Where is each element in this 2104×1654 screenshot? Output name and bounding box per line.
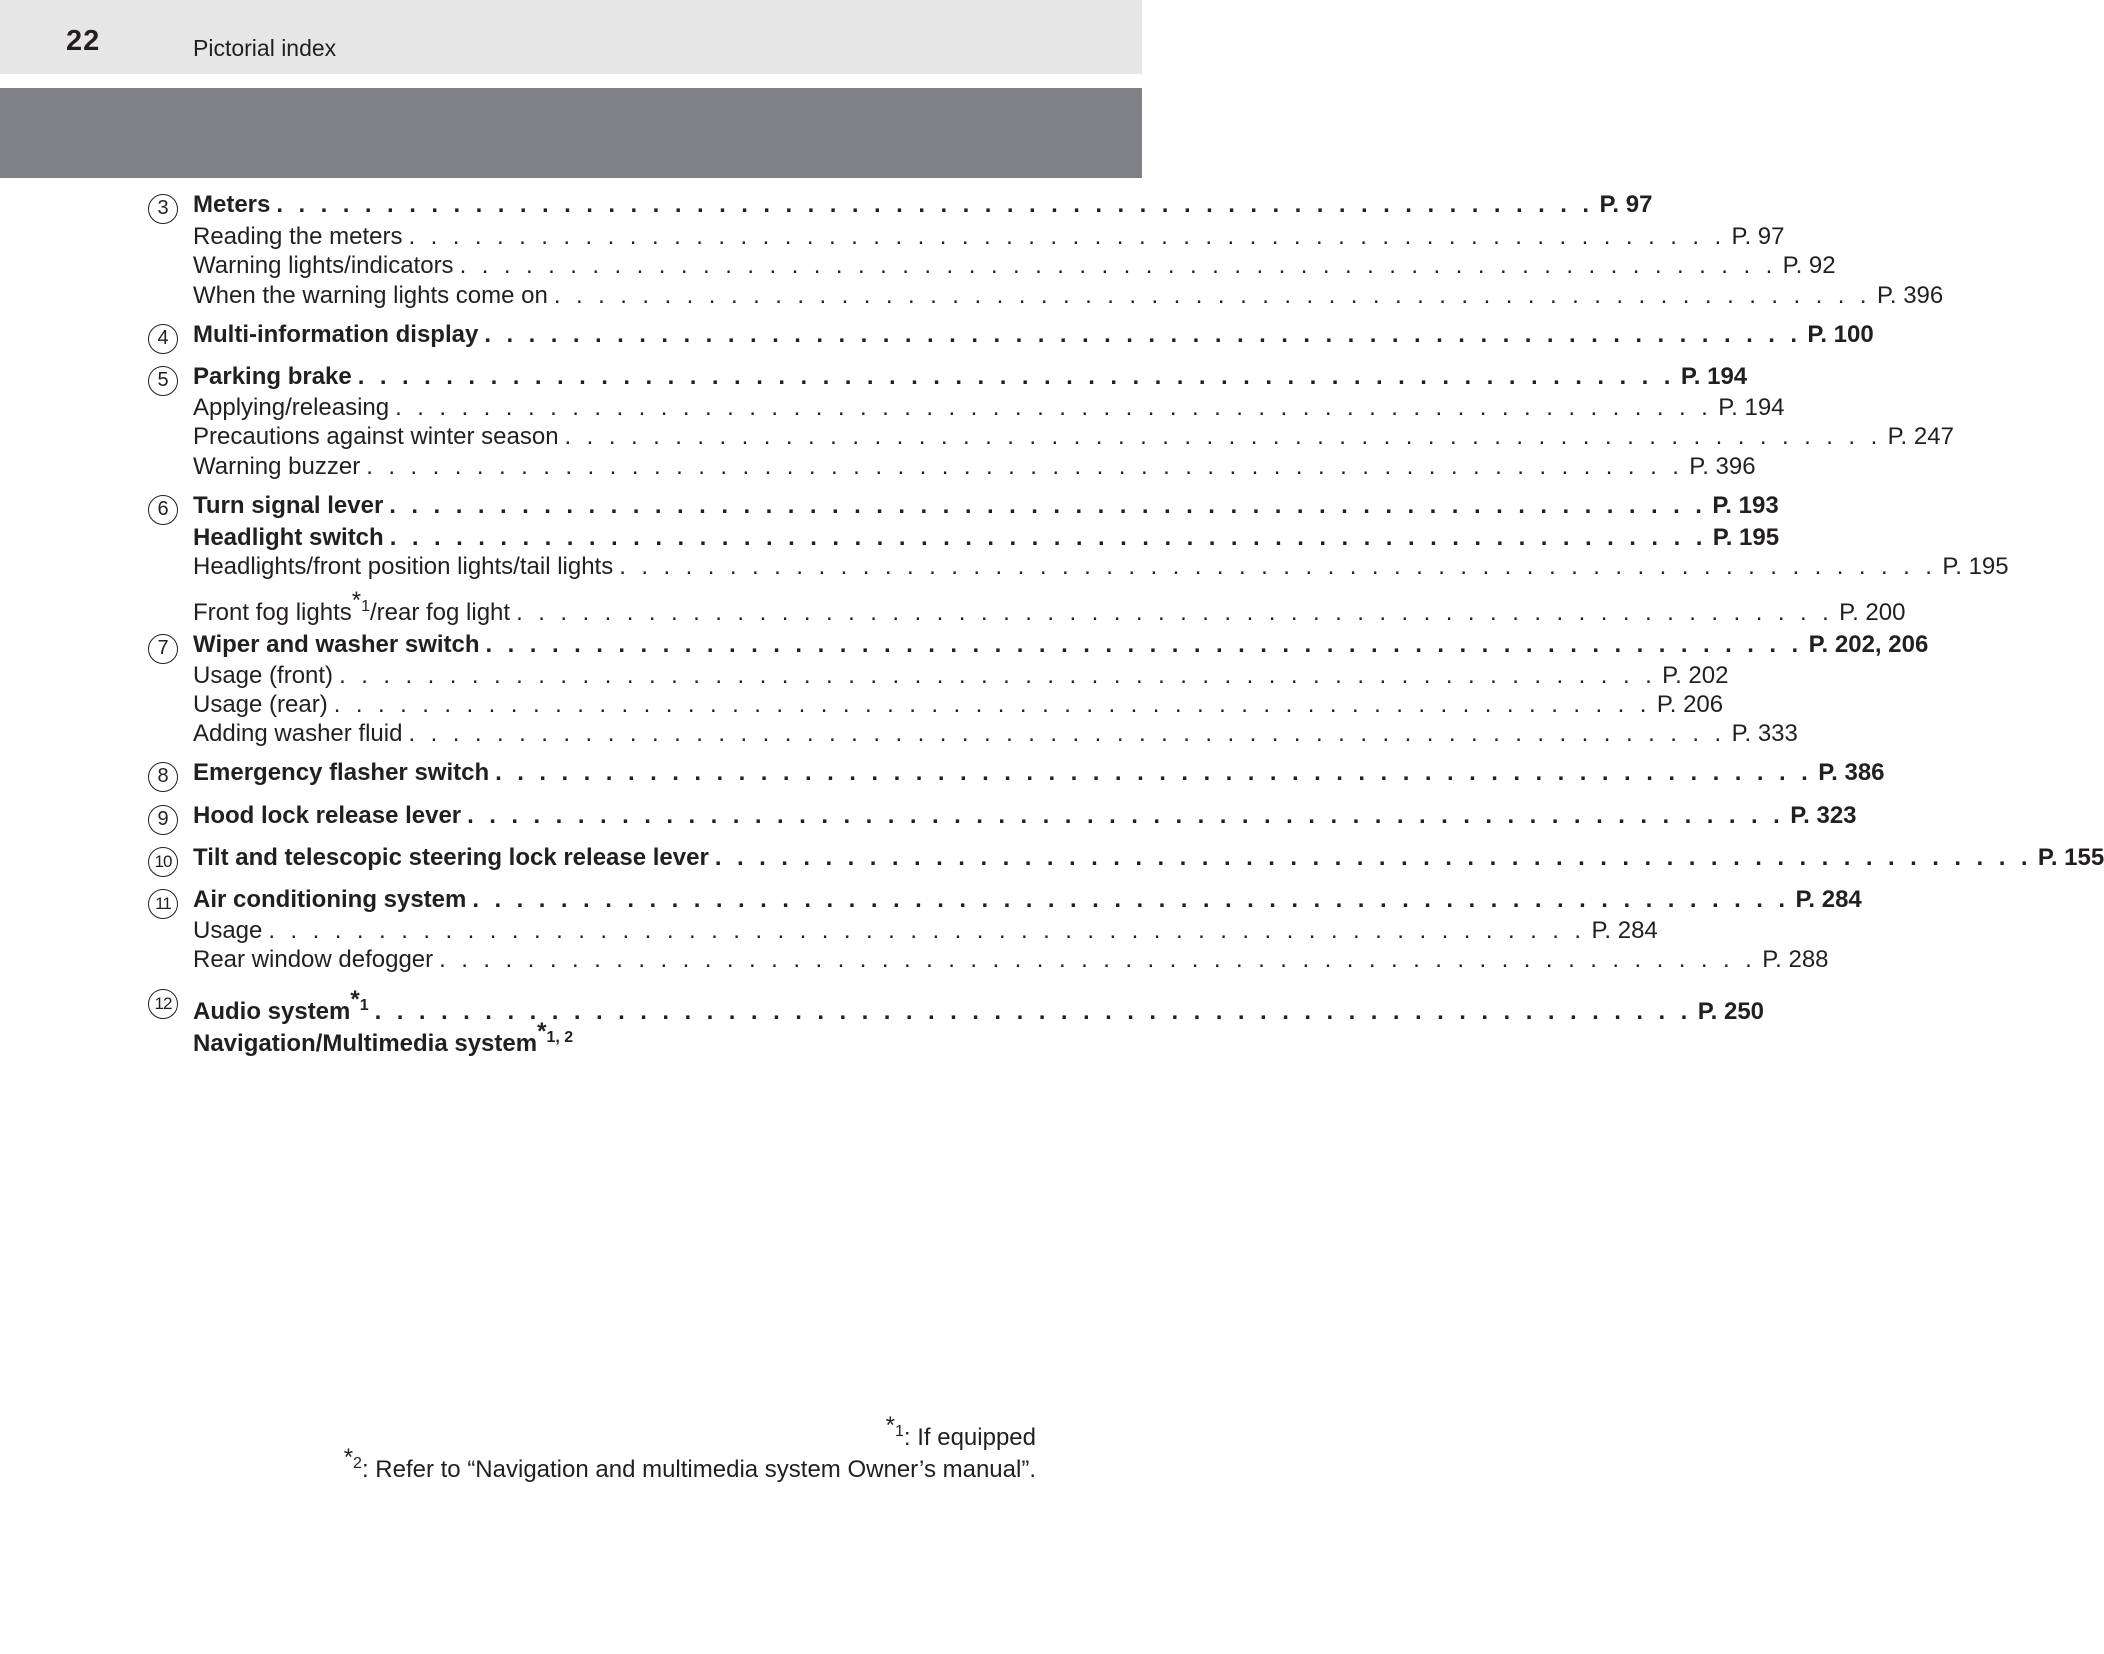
entry-label (193, 630, 480, 660)
entry-label (193, 843, 709, 873)
entry-label-text: Wiper and washer switch (193, 631, 480, 658)
index-subentry (193, 452, 1756, 482)
entry-label-text: Warning buzzer (193, 453, 361, 480)
entry-label (193, 719, 402, 749)
entry-label-text: Adding washer fluid (193, 720, 403, 747)
page-reference[interactable]: P. 97 (1599, 191, 1653, 218)
index-subentry (193, 422, 1954, 452)
entry-label-text: Precautions against winter season (193, 423, 559, 450)
item-number-marker: 8 (148, 762, 178, 792)
dot-leader: . . . . . . . . . . . . . . . . . . . . . . . . . . . . . . . . . . . . . . . . . . . . . . . . . . . . . . . . . . . . (408, 720, 1726, 747)
footnote-mark-number: 1 (894, 1423, 904, 1440)
page-reference[interactable]: P. 100 (1807, 321, 1874, 348)
footnote-reference: *1 (350, 986, 369, 1014)
entry-label (193, 393, 389, 423)
dot-leader: . . . . . . . . . . . . . . . . . . . . . . . . . . . . . . . . . . . . . . . . . . . . . . . . . . . . . . . . . . . . (714, 844, 2032, 871)
entry-label (193, 362, 352, 392)
index-subentry (193, 552, 2009, 582)
entry-label-text: Warning lights/indicators (193, 252, 454, 279)
dot-leader: . . . . . . . . . . . . . . . . . . . . . . . . . . . . . . . . . . . . . . . . . . . . . . . . . . . . . . . . . . . . (366, 453, 1684, 480)
entry-label-text: Front fog lights (193, 599, 352, 626)
dot-leader: . . . . . . . . . . . . . . . . . . . . . . . . . . . . . . . . . . . . . . . . . . . . . . . . . . . . . . . . . . . . (439, 946, 1757, 973)
page-reference[interactable]: P. 194 (1680, 363, 1748, 390)
entry-label (193, 190, 270, 220)
item-number-marker: 10 (148, 847, 178, 877)
item-number-marker: 12 (148, 989, 178, 1019)
dot-leader: . . . . . . . . . . . . . . . . . . . . . . . . . . . . . . . . . . . . . . . . . . . . . . . . . . . . . . . . . . . . (467, 802, 1785, 829)
index-subentry (193, 945, 1829, 975)
item-number-marker: 5 (148, 366, 178, 396)
footnote-mark-number: 2 (353, 1455, 362, 1472)
index-subentry (193, 719, 1798, 749)
page-number: 22 (66, 25, 101, 57)
index-entry (193, 1017, 990, 1059)
page-reference[interactable]: P. 195 (1942, 553, 2009, 580)
page-reference[interactable]: P. 323 (1790, 802, 1857, 829)
dot-leader: . . . . . . . . . . . . . . . . . . . . . . . . . . . . . . . . . . . . . . . . . . . . . . . . . . . . . . . . . . . . (357, 363, 1675, 390)
index-entry (193, 885, 1862, 915)
entry-label-text: Headlight switch (193, 524, 384, 551)
index-entry (193, 630, 1929, 660)
dot-leader: . . . . . . . . . . . . . . . . . . . . . . . . . . . . . . . . . . . . . . . . . . . . . . . . . . . . . . . . . . . . (619, 553, 1937, 580)
page-reference[interactable]: P. 97 (1731, 223, 1785, 250)
dot-leader: . . . . . . . . . . . . . . . . . . . . . . . . . . . . . . . . . . . . . . . . . . . . . . . . . . . . . . . . . . . . (495, 759, 1813, 786)
section-band (0, 88, 1142, 178)
entry-label-text: Navigation/Multimedia system (193, 1030, 538, 1057)
page-header (0, 0, 1142, 74)
footnote-mark: *2 (343, 1444, 362, 1472)
entry-label (193, 222, 402, 252)
footnote (344, 1444, 1036, 1484)
index-subentry (193, 916, 1658, 946)
page-reference[interactable]: P. 284 (1591, 917, 1658, 944)
dot-leader: . . . . . . . . . . . . . . . . . . . . . . . . . . . . . . . . . . . . . . . . . . . . . . . . . . . . . . . . . . . . (553, 282, 1871, 309)
entry-label (193, 422, 559, 452)
dot-leader: . . . . . . . . . . . . . . . . . . . . . . . . . . . . . . . . . . . . . . . . . . . . . . . . . . . . . . . . . . . . (389, 492, 1707, 519)
index-entry (193, 491, 1779, 521)
page-reference[interactable]: P. 288 (1762, 946, 1829, 973)
index-subentry (193, 586, 1906, 628)
entry-label-text: Usage (193, 917, 263, 944)
entry-label (193, 690, 328, 720)
index-subentry (193, 222, 1785, 252)
entry-label-text: Tilt and telescopic steering lock release lever (193, 844, 709, 871)
index-entry (193, 190, 1653, 220)
entry-label (193, 1017, 573, 1059)
footnote-text: : If equipped (903, 1424, 1036, 1451)
index-entry (193, 523, 1780, 553)
index-subentry (193, 690, 1724, 720)
index-entry (193, 362, 1748, 392)
item-number-marker: 7 (148, 634, 178, 664)
entry-label-text: Reading the meters (193, 223, 403, 250)
entry-label-text: Audio system (193, 998, 351, 1025)
page-reference[interactable]: P. 247 (1887, 423, 1954, 450)
item-number-marker: 11 (148, 889, 178, 919)
entry-label-text: Parking brake (193, 363, 352, 390)
dot-leader: . . . . . . . . . . . . . . . . . . . . . . . . . . . . . . . . . . . . . . . . . . . . . . . . . . . . . . . . . . . . (333, 691, 1651, 718)
page-reference[interactable]: P. 206 (1656, 691, 1724, 718)
entry-label (193, 885, 466, 915)
page-reference[interactable]: P. 333 (1731, 720, 1798, 747)
page-reference[interactable]: P. 284 (1795, 886, 1862, 913)
footnote-mark: *1 (885, 1412, 904, 1440)
entry-label (193, 586, 510, 628)
page-reference[interactable]: P. 396 (1876, 282, 1944, 309)
page-reference[interactable]: P. 250 (1697, 998, 1765, 1025)
dot-leader: . . . . . . . . . . . . . . . . . . . . . . . . . . . . . . . . . . . . . . . . . . . . . . . . . . . . . . . . . . . . (339, 662, 1657, 689)
footnote-reference-number: 1, 2 (546, 1029, 574, 1046)
page-reference[interactable]: P. 193 (1712, 492, 1779, 519)
entry-label (193, 758, 489, 788)
entry-label (193, 552, 613, 582)
item-number-marker: 6 (148, 495, 178, 525)
entry-label-text: Applying/releasing (193, 394, 390, 421)
entry-label (193, 452, 360, 482)
footnote-reference: *1 (351, 587, 370, 615)
dot-leader: . . . . . . . . . . . . . . . . . . . . . . . . . . . . . . . . . . . . . . . . . . . . . . . . . . . . . . . . . . . . (408, 223, 1726, 250)
dot-leader: . . . . . . . . . . . . . . . . . . . . . . . . . . . . . . . . . . . . . . . . . . . . . . . . . . . . . . . . . . . . (484, 321, 1802, 348)
page-reference[interactable]: P. 202 (1662, 662, 1729, 689)
item-number-marker: 3 (148, 194, 178, 224)
entry-label-text: Air conditioning system (193, 886, 467, 913)
dot-leader: . . . . . . . . . . . . . . . . . . . . . . . . . . . . . . . . . . . . . . . . . . . . . . . . . . . . . . . . . . . . (472, 886, 1790, 913)
entry-label-suffix: /rear fog light (370, 599, 511, 626)
dot-leader: . . . . . . . . . . . . . . . . . . . . . . . . . . . . . . . . . . . . . . . . . . . . . . . . . . . . . . . . . . . . (564, 423, 1882, 450)
entry-label-text: Headlights/front position lights/tail lights (193, 553, 614, 580)
entry-label (193, 661, 333, 691)
entry-label (193, 251, 454, 281)
page-reference[interactable]: P. 195 (1712, 524, 1780, 551)
dot-leader: . . . . . . . . . . . . . . . . . . . . . . . . . . . . . . . . . . . . . . . . . . . . . . . . . . . . . . . . . . . . (485, 631, 1803, 658)
entry-label (193, 320, 478, 350)
dot-leader: . . . . . . . . . . . . . . . . . . . . . . . . . . . . . . . . . . . . . . . . . . . . . . . . . . . . . . . . . . . . (389, 524, 1707, 551)
entry-label-text: Multi-information display (193, 321, 479, 348)
entry-label (193, 801, 461, 831)
page-reference[interactable]: P. 92 (1782, 252, 1836, 279)
page-title: Pictorial index (193, 35, 337, 61)
dot-leader: . . . . . . . . . . . . . . . . . . . . . . . . . . . . . . . . . . . . . . . . . . . . . . . . . . . . . . . . . . . . (374, 998, 1692, 1025)
index-subentry (193, 393, 1785, 423)
entry-label (193, 523, 384, 553)
page-reference[interactable]: P. 396 (1689, 453, 1756, 480)
dot-leader: . . . . . . . . . . . . . . . . . . . . . . . . . . . . . . . . . . . . . . . . . . . . . . . . . . . . . . . . . . . . (516, 599, 1834, 626)
item-number-marker: 9 (148, 805, 178, 835)
entry-label-text: Meters (193, 191, 271, 218)
page-reference[interactable]: P. 200 (1839, 599, 1906, 626)
dot-leader: . . . . . . . . . . . . . . . . . . . . . . . . . . . . . . . . . . . . . . . . . . . . . . . . . . . . . . . . . . . . (459, 252, 1777, 279)
footnote-reference-number: 1 (361, 598, 370, 615)
index-entry (193, 758, 1885, 788)
footnote-text: : Refer to “Navigation and multimedia system Owner’s manual”. (361, 1456, 1036, 1483)
index-subentry (193, 661, 1729, 691)
entry-label (193, 281, 548, 311)
dot-leader: . . . . . . . . . . . . . . . . . . . . . . . . . . . . . . . . . . . . . . . . . . . . . . . . . . . . . . . . . . . . (395, 394, 1713, 421)
footnote-reference-number: 1 (359, 997, 369, 1014)
index-entry (193, 320, 1874, 350)
index-entry (193, 801, 1857, 831)
page-reference[interactable]: P. 155 (2037, 844, 2104, 871)
index-subentry (193, 281, 1944, 311)
index-subentry (193, 251, 1836, 281)
index-entry (193, 843, 2104, 873)
footnote-reference: *1, 2 (537, 1018, 574, 1046)
entry-label-text: Usage (rear) (193, 691, 328, 718)
entry-label-text: Rear window defogger (193, 946, 434, 973)
entry-label-text: Turn signal lever (193, 492, 384, 519)
page-reference[interactable]: P. 202, 206 (1808, 631, 1929, 658)
dot-leader: . . . . . . . . . . . . . . . . . . . . . . . . . . . . . . . . . . . . . . . . . . . . . . . . . . . . . . . . . . . . (276, 191, 1594, 218)
page-reference[interactable]: P. 386 (1818, 759, 1885, 786)
page-reference[interactable]: P. 194 (1718, 394, 1785, 421)
entry-label-text: Emergency flasher switch (193, 759, 490, 786)
item-number-marker: 4 (148, 324, 178, 354)
entry-label-text: When the warning lights come on (193, 282, 548, 309)
entry-label-text: Hood lock release lever (193, 802, 462, 829)
dot-leader: . . . . . . . . . . . . . . . . . . . . . . . . . . . . . . . . . . . . . . . . . . . . . . . . . . . . . . . . . . . . (268, 917, 1586, 944)
entry-label (193, 916, 262, 946)
entry-label-text: Usage (front) (193, 662, 334, 689)
entry-label (193, 945, 433, 975)
entry-label (193, 491, 383, 521)
